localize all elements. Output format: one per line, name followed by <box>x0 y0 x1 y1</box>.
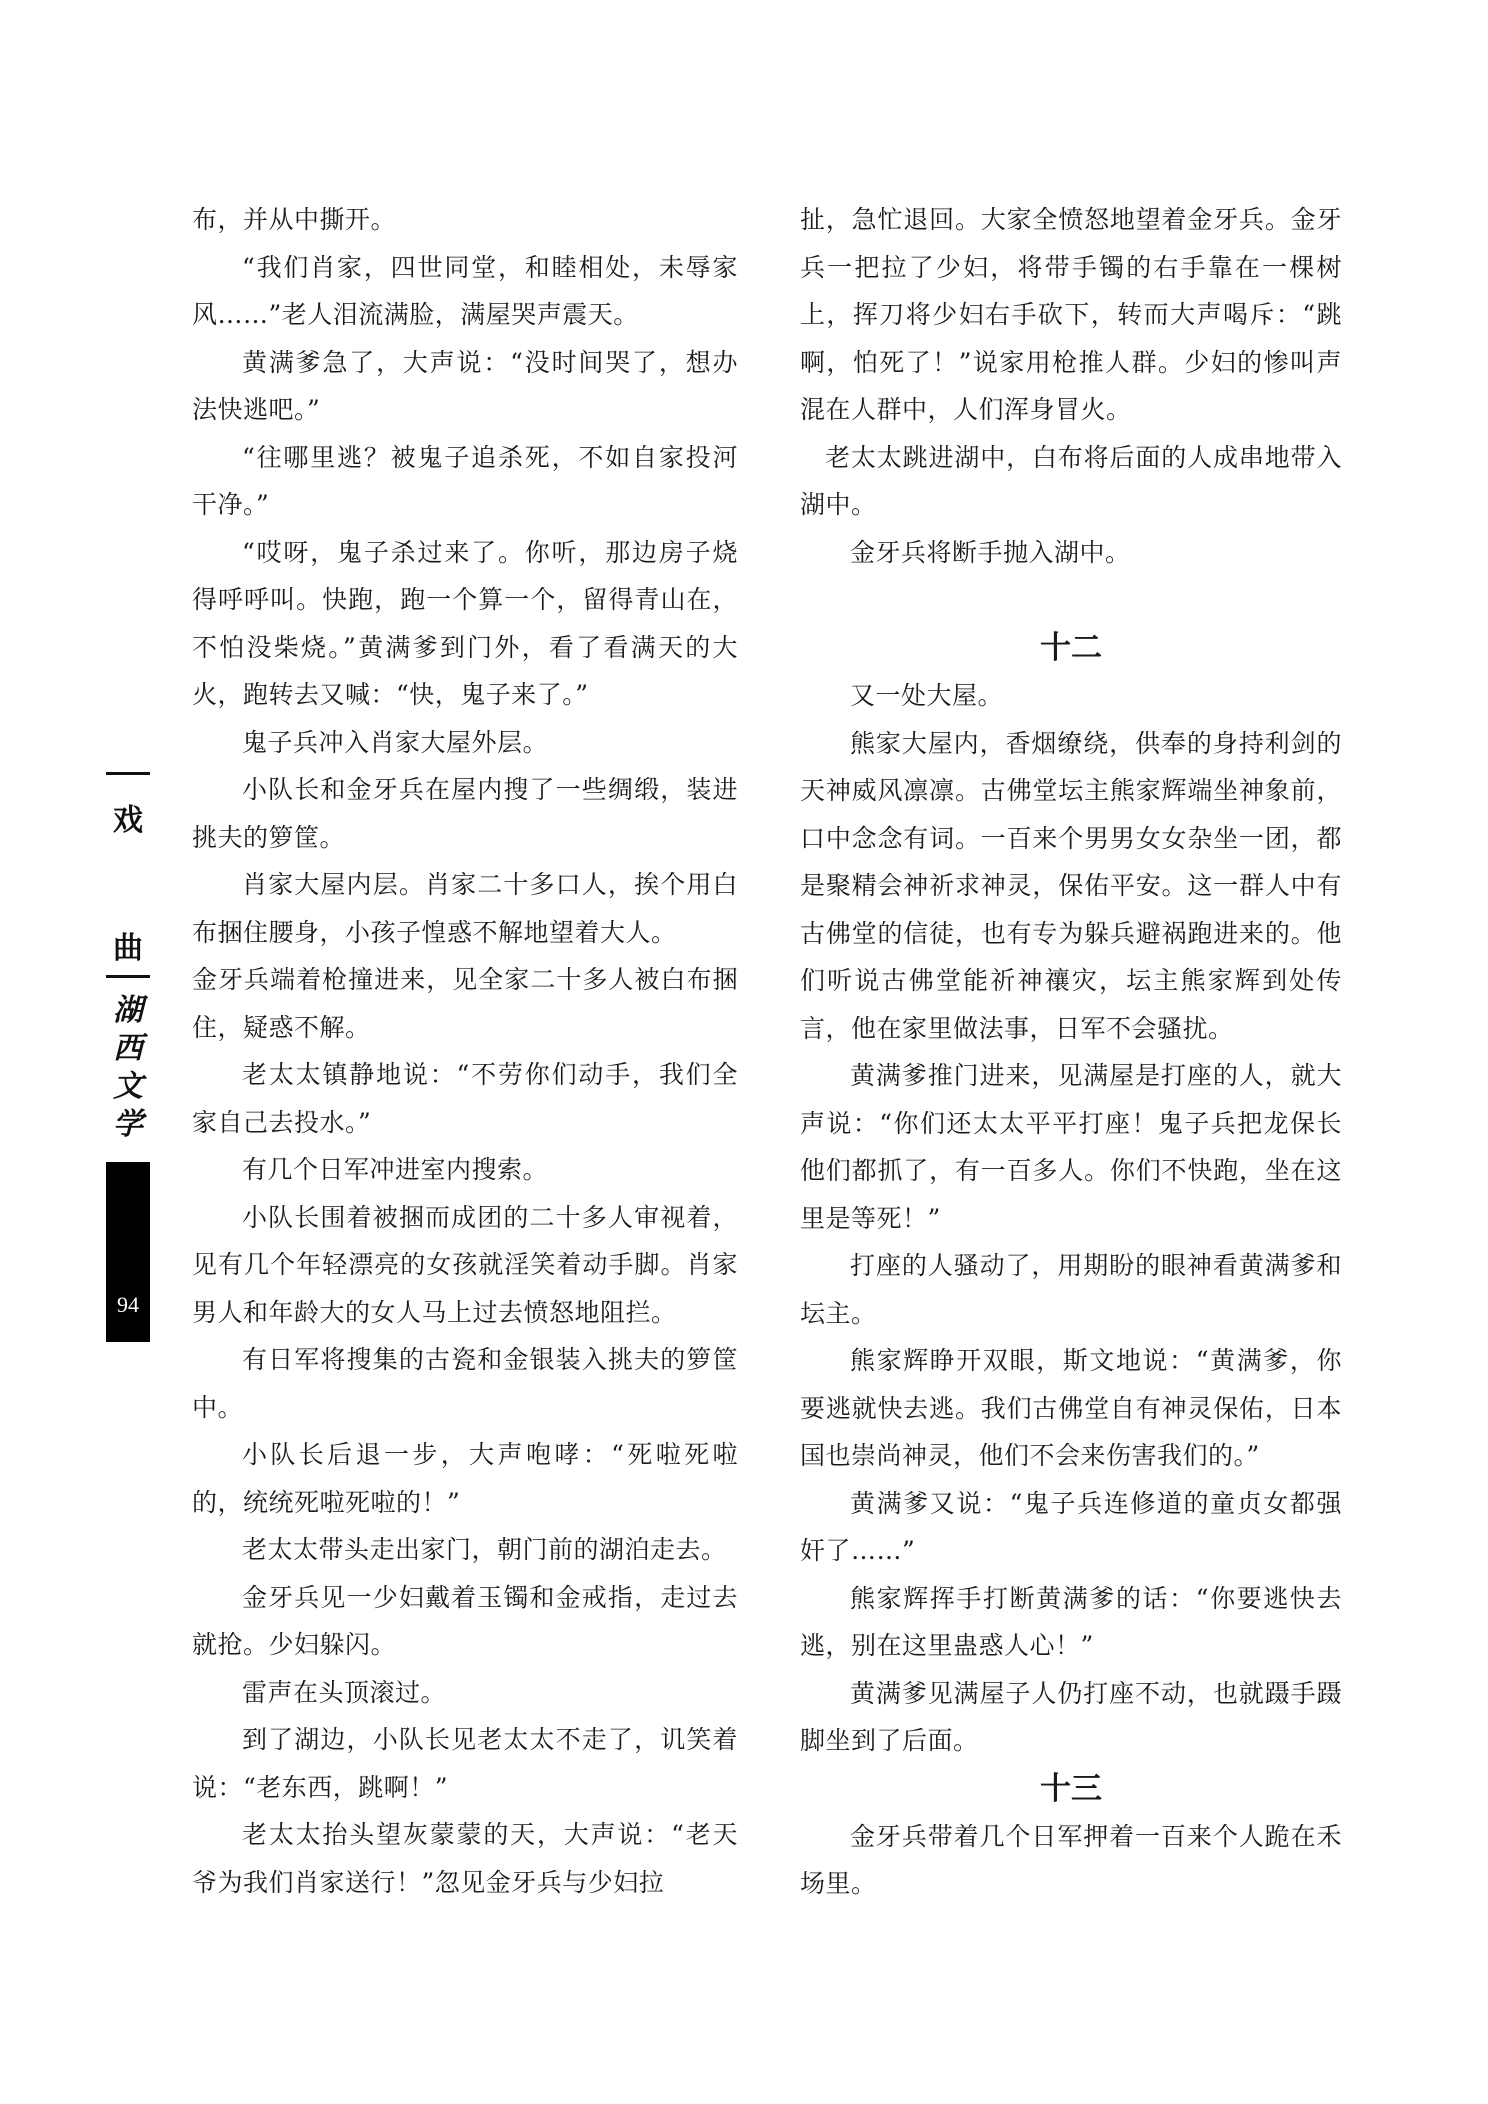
section-tab <box>106 772 150 1342</box>
paragraph: 黄满爹又说：“鬼子兵连修道的童贞女都强奸了……” <box>800 1488 1342 1565</box>
paragraph: 打座的人骚动了，用期盼的眼神看黄满爹和坛主。 <box>800 1251 1342 1328</box>
section-char-2: 曲 <box>113 931 143 966</box>
paragraph: 肖家大屋内层。肖家二十多口人，挨个用白布捆住腰身，小孩子惶惑不解地望着大人。 <box>192 870 738 947</box>
paragraph: 熊家辉挥手打断黄满爹的话：“你要逃快去逃，别在这里蛊惑人心！” <box>800 1583 1342 1660</box>
paragraph: “往哪里逃？被鬼子追杀死，不如自家投河干净。” <box>192 442 738 519</box>
paragraph: 老太太抬头望灰蒙蒙的天，大声说：“老天爷为我们肖家送行！”忽见金牙兵与少妇拉 <box>192 1820 738 1897</box>
section-heading: 十二 <box>1040 630 1102 666</box>
magazine-title-char: 文 <box>113 1069 143 1104</box>
paragraph: 鬼子兵冲入肖家大屋外层。 <box>242 727 549 757</box>
paragraph: 扯，急忙退回。大家全愤怒地望着金牙兵。金牙兵一把拉了少妇，将带手镯的右手靠在一棵树上，挥刀将少妇右手砍下，转而大声喝斥：“跳啊，怕死了！”说家用枪推人群。少妇的惨叫声混在人群中，人们浑身冒火。 <box>800 205 1342 424</box>
paragraph: 有日军将搜集的古瓷和金银装入挑夫的箩筐中。 <box>192 1345 738 1422</box>
paragraph: 小队长后退一步，大声咆哮：“死啦死啦的，统统死啦死啦的！” <box>192 1440 738 1517</box>
paragraph: 熊家大屋内，香烟缭绕，供奉的身持利剑的天神威风凛凛。古佛堂坛主熊家辉端坐神象前，口中念念有词。一百来个男男女女杂坐一团，都是聚精会神祈求神灵，保佑平安。这一群人中有古佛堂的信徒，也有专为躲兵避祸跑进来的。他们听说古佛堂能祈神禳灾，坛主熊家辉到处传言，他在家里做法事，日军不会骚扰。 <box>800 728 1342 1043</box>
left-column <box>192 196 738 1906</box>
page-number-block <box>106 1162 150 1342</box>
paragraph: 雷声在头顶滚过。 <box>242 1677 447 1707</box>
section-char-1: 戏 <box>113 803 143 838</box>
paragraph: 小队长和金牙兵在屋内搜了一些绸缎，装进挑夫的箩筐。 <box>192 775 738 852</box>
magazine-title-char: 西 <box>113 1031 143 1066</box>
right-column <box>800 196 1342 1908</box>
magazine-title-char: 学 <box>113 1107 143 1142</box>
paragraph: 金牙兵将断手抛入湖中。 <box>850 537 1131 567</box>
paragraph: 金牙兵见一少妇戴着玉镯和金戒指，走过去就抢。少妇躲闪。 <box>192 1582 738 1659</box>
paragraph: 有几个日军冲进室内搜索。 <box>242 1155 549 1184</box>
magazine-title-char: 湖 <box>113 993 143 1028</box>
paragraph: 又一处大屋。 <box>850 681 1004 710</box>
paragraph: 金牙兵端着枪撞进来，见全家二十多人被白布捆住，疑惑不解。 <box>192 965 738 1042</box>
paragraph: 小队长围着被捆而成团的二十多人审视着，见有几个年轻漂亮的女孩就淫笑着动手脚。肖家男人和年龄大的女人马上过去愤怒地阻拦。 <box>192 1202 738 1327</box>
section-gap <box>800 576 1342 624</box>
paragraph: 熊家辉睁开双眼，斯文地说：“黄满爹，你要逃就快去逃。我们古佛堂自有神灵保佑，日本国也崇尚神灵，他们不会来伤害我们的。” <box>800 1346 1342 1470</box>
paragraph: 老太太镇静地说：“不劳你们动手，我们全家自己去投水。” <box>192 1060 738 1137</box>
divider <box>106 975 150 978</box>
paragraph: “我们肖家，四世同堂，和睦相处，未辱家风……”老人泪流满脸，满屋哭声震天。 <box>192 252 738 329</box>
paragraph: 老太太跳进湖中，白布将后面的人成串地带入湖中。 <box>800 442 1342 519</box>
paragraph: 黄满爹推门进来，见满屋是打座的人，就大声说：“你们还太太平平打座！鬼子兵把龙保长他们都抓了，有一百多人。你们不快跑，坐在这里是等死！” <box>800 1061 1342 1233</box>
paragraph: “哎呀，鬼子杀过来了。你听，那边房子烧得呼呼叫。快跑，跑一个算一个，留得青山在，不怕没柴烧。”黄满爹到门外，看了看满天的大火，跑转去又喊：“快，鬼子来了。” <box>192 537 738 709</box>
paragraph: 老太太带头走出家门，朝门前的湖泊走去。 <box>242 1535 727 1564</box>
paragraph: 布，并从中撕开。 <box>192 205 397 234</box>
paragraph: 黄满爹急了，大声说：“没时间哭了，想办法快逃吧。” <box>192 347 738 424</box>
paragraph: 金牙兵带着几个日军押着一百来个人跪在禾场里。 <box>800 1821 1342 1898</box>
paragraph: 到了湖边，小队长见老太太不走了，讥笑着说：“老东西，跳啊！” <box>192 1725 738 1802</box>
magazine-title <box>106 992 150 1144</box>
section-heading: 十三 <box>1040 1770 1102 1807</box>
divider <box>106 772 150 775</box>
page-number: 94 <box>117 1292 139 1317</box>
paragraph: 黄满爹见满屋子人仍打座不动，也就蹑手蹑脚坐到了后面。 <box>800 1678 1342 1755</box>
